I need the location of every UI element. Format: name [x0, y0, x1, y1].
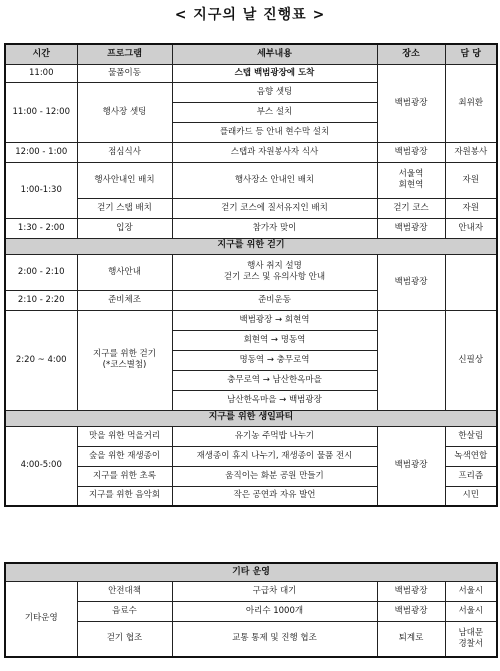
detail-cell: 준비운동 — [172, 290, 377, 310]
detail-cell: 재생종이 휴지 나누기, 재생종이 물품 전시 — [172, 446, 377, 466]
program-cell: 맛을 위한 먹을거리 — [77, 426, 172, 446]
program-cell: 음료수 — [77, 601, 172, 621]
owner-cell: 녹색연합 — [445, 446, 497, 466]
section-title: 기타 운영 — [5, 563, 497, 581]
time-cell: 1:30 - 2:00 — [5, 218, 77, 238]
program-cell: 입장 — [77, 218, 172, 238]
owner-cell: 시민 — [445, 486, 497, 506]
header-row — [5, 44, 497, 64]
detail-cell: 움직이는 화분 공원 만들기 — [172, 466, 377, 486]
program-cell: 행사장 셋팅 — [77, 82, 172, 142]
place-cell: 백범광장 — [377, 254, 445, 310]
route-cell: 백범광장 → 회현역 — [172, 310, 377, 330]
section-title: 지구를 위한 생일파티 — [5, 410, 497, 426]
program-cell: 지구를 위한 초록 — [77, 466, 172, 486]
section-title: 지구를 위한 걷기 — [5, 238, 497, 254]
owner-cell: 프리즘 — [445, 466, 497, 486]
section-row — [5, 563, 497, 581]
program-cell: 지구를 위한 걷기 (*코스별첨) — [77, 310, 172, 410]
time-cell: 2:20 ~ 4:00 — [5, 310, 77, 410]
section-row — [5, 410, 497, 426]
place-cell: 걷기 코스 — [377, 198, 445, 218]
detail-cell: 플래카드 등 안내 현수막 설치 — [172, 122, 377, 142]
place-cell: 백범광장 — [377, 426, 445, 506]
route-cell: 충무로역 → 남산한옥마을 — [172, 370, 377, 390]
table-row — [5, 310, 497, 330]
place-cell — [377, 310, 445, 410]
place-cell: 서울역 회현역 — [377, 162, 445, 198]
detail-cell: 유기농 주먹밥 나누기 — [172, 426, 377, 446]
time-cell: 12:00 - 1:00 — [5, 142, 77, 162]
program-cell: 준비체조 — [77, 290, 172, 310]
owner-cell: 자원봉사 — [445, 142, 497, 162]
place-cell: 퇴계로 — [377, 621, 445, 657]
table-row — [5, 254, 497, 290]
table-row — [5, 162, 497, 198]
detail-cell: 행사장소 안내인 배치 — [172, 162, 377, 198]
header-place: 장소 — [377, 44, 445, 64]
table-row — [5, 64, 497, 82]
place-cell: 백범광장 — [377, 142, 445, 162]
detail-cell: 행사 취지 설명 걷기 코스 및 유의사항 안내 — [172, 254, 377, 290]
program-cell: 행사안내 — [77, 254, 172, 290]
program-cell: 점심식사 — [77, 142, 172, 162]
detail-cell: 스탭 백범광장에 도착 — [172, 64, 377, 82]
owner-cell: 서울시 — [445, 601, 497, 621]
detail-cell: 걷기 코스에 질서유지인 배치 — [172, 198, 377, 218]
table-row — [5, 426, 497, 446]
table-row — [5, 601, 497, 621]
place-cell: 백범광장 — [377, 581, 445, 601]
place-cell: 백범광장 — [377, 218, 445, 238]
page-title: < 지구의 날 진행표 > — [174, 7, 326, 23]
owner-cell: 자원 — [445, 198, 497, 218]
program-cell: 지구를 위한 음악회 — [77, 486, 172, 506]
time-cell: 11:00 - 12:00 — [5, 82, 77, 142]
owner-cell — [445, 254, 497, 310]
detail-cell: 부스 설치 — [172, 102, 377, 122]
table-row — [5, 198, 497, 218]
program-cell: 행사안내인 배치 — [77, 162, 172, 198]
header-detail: 세부내용 — [172, 44, 377, 64]
owner-cell: 자원 — [445, 162, 497, 198]
program-cell: 걷기 협조 — [77, 621, 172, 657]
schedule-table — [4, 43, 498, 507]
program-cell: 걷기 스탭 배치 — [77, 198, 172, 218]
detail-cell: 참가자 맞이 — [172, 218, 377, 238]
detail-cell: 아리수 1000개 — [172, 601, 377, 621]
table-row — [5, 142, 497, 162]
route-cell: 회현역 → 명동역 — [172, 330, 377, 350]
detail-cell: 스탭과 자원봉사자 식사 — [172, 142, 377, 162]
owner-cell: 안내자 — [445, 218, 497, 238]
route-cell: 명동역 → 충무로역 — [172, 350, 377, 370]
program-cell: 물품이동 — [77, 64, 172, 82]
time-cell: 4:00-5:00 — [5, 426, 77, 506]
owner-cell: 서울시 — [445, 581, 497, 601]
program-cell: 숲을 위한 재생종이 — [77, 446, 172, 466]
table-row — [5, 218, 497, 238]
owner-cell: 남대문 경찰서 — [445, 621, 497, 657]
section-row — [5, 238, 497, 254]
detail-cell: 음향 셋팅 — [172, 82, 377, 102]
owner-cell: 최위환 — [445, 64, 497, 142]
detail-cell: 구급차 대기 — [172, 581, 377, 601]
table-row — [5, 621, 497, 657]
etc-label: 기타운영 — [5, 581, 77, 657]
detail-cell: 작은 공연과 자유 발언 — [172, 486, 377, 506]
time-cell: 1:00-1:30 — [5, 162, 77, 218]
route-cell: 남산한옥마을 → 백범광장 — [172, 390, 377, 410]
time-cell: 2:10 - 2:20 — [5, 290, 77, 310]
header-time: 시간 — [5, 44, 77, 64]
header-owner: 담 당 — [445, 44, 497, 64]
etc-table — [4, 562, 498, 658]
time-cell: 2:00 - 2:10 — [5, 254, 77, 290]
program-cell: 안전대책 — [77, 581, 172, 601]
header-program: 프로그램 — [77, 44, 172, 64]
time-cell: 11:00 — [5, 64, 77, 82]
place-cell: 백범광장 — [377, 64, 445, 142]
owner-cell: 한살림 — [445, 426, 497, 446]
owner-cell: 신필상 — [445, 310, 497, 410]
table-row — [5, 581, 497, 601]
detail-cell: 교통 통제 및 진행 협조 — [172, 621, 377, 657]
place-cell: 백범광장 — [377, 601, 445, 621]
